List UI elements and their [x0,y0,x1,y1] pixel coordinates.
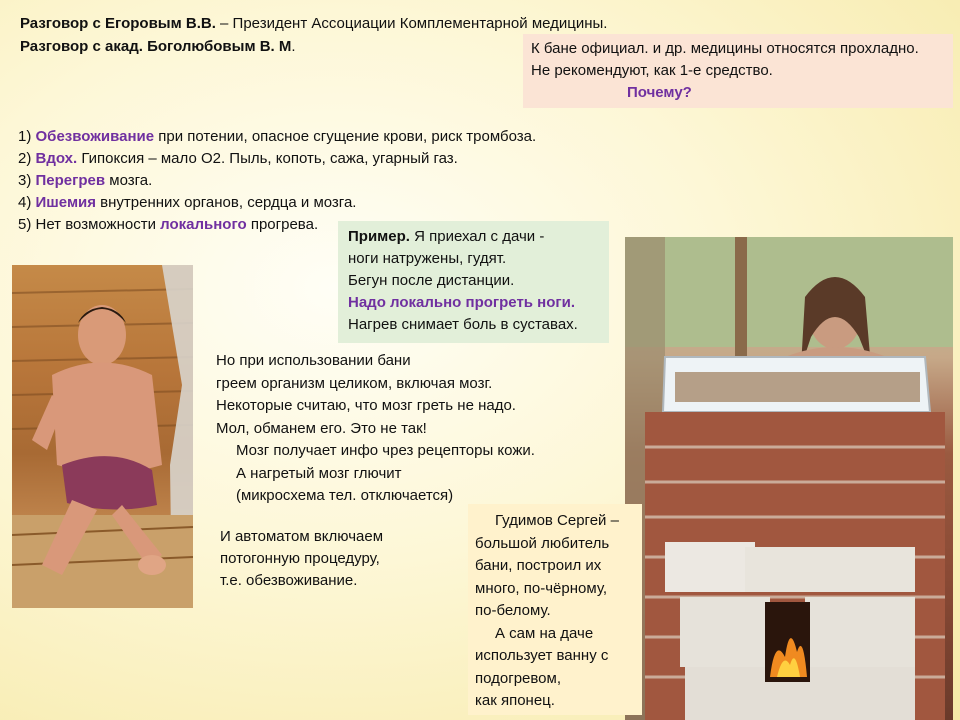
example-line-4: Надо локально прогреть ноги. [348,294,576,311]
example-line-5: Нагрев снимает боль в суставах. [348,316,578,333]
why-question: Почему? [627,84,692,101]
reason-key: Вдох. [35,150,78,167]
header-line-egorov [20,12,607,35]
official-line-2: Не рекомендуют, как 1-е средство. [531,62,773,79]
gudimov-line: по-белому. [475,602,551,619]
reason-num: 4) [18,194,36,211]
gudimov-line: А сам на даче [495,624,594,642]
bath-text-line: Но при использовании бани [216,352,411,369]
bath-text-line: Мол, обманем его. Это не так! [216,419,427,437]
bathtub-man-photo [625,237,953,720]
bathtub-photo-illustration [625,237,953,720]
reasons-list [18,126,536,236]
bath-text-line: А нагретый мозг глючит [236,464,402,482]
reason-item [18,192,536,214]
example-line-3: Бегун после дистанции. [348,272,515,289]
example-text: Я приехал с дачи - [409,228,545,245]
example-line-2: ноги натружены, гудят. [348,250,507,267]
bogolyubov-dot: . [291,38,296,55]
bath-text-line: греем организм целиком, включая мозг. [216,374,493,392]
reason-key: Обезвоживание [35,128,155,145]
reason-text: при потении, опасное сгущение крови, риск тромбоза. [154,128,537,145]
reason-key: Ишемия [35,194,97,211]
reason-num: 3) [18,172,36,189]
example-box [338,221,609,343]
gudimov-line: подогревом, [475,669,562,687]
reason-item [18,148,536,170]
gudimov-line: использует ванну с [475,647,609,664]
auto-text-line: т.е. обезвоживание. [220,572,358,589]
reason-key: локального [160,216,247,233]
gudimov-line: большой любитель [475,534,610,552]
example-line-1 [348,226,599,248]
reason-key: Перегрев [35,172,106,189]
sauna-photo-illustration [12,265,193,608]
auto-text-line: И автоматом включаем [220,528,384,545]
reason-num: 2) [18,150,36,167]
gudimov-line: как японец. [475,692,555,709]
reason-num: 5) Нет возможности [18,216,161,233]
egorov-name: Разговор с Егоровым В.В. [20,15,216,32]
bath-text-line: Мозг получает инфо чрез рецепторы кожи. [236,442,535,459]
reason-text: Гипоксия – мало О2. Пыль, копоть, сажа, угарный газ. [77,150,458,167]
reason-text: прогрева. [246,216,319,233]
reason-text: внутренних органов, сердца и мозга. [96,194,357,211]
bath-text-line: (микросхема тел. отключается) [236,487,454,504]
gudimov-line: много, по-чёрному, [475,579,607,597]
reason-item [18,126,536,148]
reason-num: 1) [18,128,36,145]
header-line-bogolyubov [20,35,607,58]
egorov-title: – Президент Ассоциации Комплементарной медицины. [215,15,608,32]
slide-header [20,12,607,58]
reason-text: мозга. [105,172,153,189]
bath-text-line: Некоторые считаю, что мозг греть не надо. [216,397,516,414]
bath-explanation [216,350,535,508]
example-label: Пример. [348,228,410,245]
gudimov-box [468,504,642,715]
sauna-man-photo [12,265,193,608]
auto-text-line: потогонную процедуру, [220,550,380,567]
reason-item [18,170,536,192]
gudimov-line: бани, построил их [475,557,602,574]
official-medicine-box [523,34,953,108]
bogolyubov-name: Разговор с акад. Боголюбовым В. М [20,38,292,55]
gudimov-line: Гудимов Сергей – [495,512,619,529]
auto-sweating-text [220,526,383,592]
official-line-1: К бане официал. и др. медицины относятся прохладно. [531,40,919,57]
